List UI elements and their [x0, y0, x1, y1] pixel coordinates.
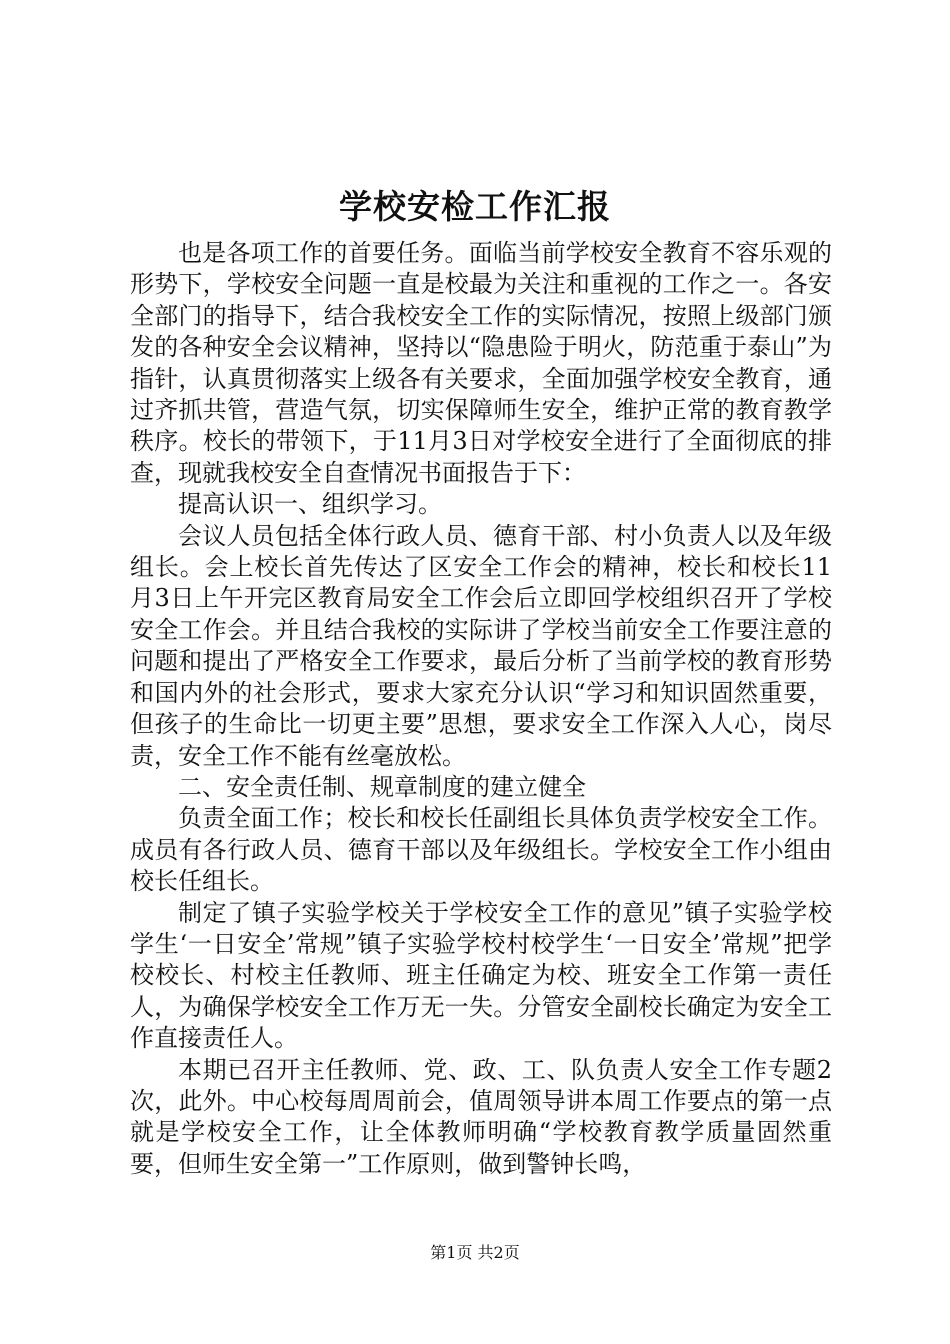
- paragraph-special-meetings: 本期已召开主任教师、党、政、工、队负责人安全工作专题2次，此外。中心校每周周前会，值周领导讲本周工作要点的第一点就是学校安全工作，让全体教师明确“学校教育教学质量固然重要，但师生安全第一”工作原则，做到警钟长鸣，: [130, 1055, 832, 1178]
- paragraph-regulations: 制定了镇子实验学校关于学校安全工作的意见”镇子实验学校学生‘一日安全’常规”镇子实验学校村校学生‘一日安全’常规”把学校校长、村校主任教师、班主任确定为校、班安全工作第一责任人，为确保学校安全工作万无一失。分管安全副校长确定为安全工作直接责任人。: [130, 898, 832, 1053]
- page-indicator: 第1页 共2页: [430, 1243, 520, 1262]
- paragraph-intro: 也是各项工作的首要任务。面临当前学校安全教育不容乐观的形势下，学校安全问题一直是校最为关注和重视的工作之一。各安全部门的指导下，结合我校安全工作的实际情况，按照上级部门颁发的各种安全会议精神，坚持以“隐患险于明火，防范重于泰山”为指针，认真贯彻落实上级各有关要求，全面加强学校安全教育，通过齐抓共管，营造气氛，切实保障师生安全，维护正常的教育教学秩序。校长的带领下，于11月3日对学校安全进行了全面彻底的排查，现就我校安全自查情况书面报告于下：: [130, 239, 832, 487]
- paragraph-section-2-heading: 二、安全责任制、规章制度的建立健全: [178, 772, 586, 801]
- paragraph-responsibility: 负责全面工作；校长和校长任副组长具体负责学校安全工作。成员有各行政人员、德育干部以及年级组长。学校安全工作小组由校长任组长。: [130, 804, 832, 896]
- paragraph-section-1-heading: 提高认识一、组织学习。: [178, 490, 442, 519]
- document-title: 学校安检工作汇报: [339, 187, 611, 226]
- document-body: [130, 238, 832, 1180]
- paragraph-meeting: 会议人员包括全体行政人员、德育干部、村小负责人以及年级组长。会上校长首先传达了区安全工作会的精神，校长和校长11月3日上午开完区教育局安全工作会后立即回学校组织召开了学校安全工作会。并且结合我校的实际讲了学校当前安全工作要注意的问题和提出了严格安全工作要求，最后分析了当前学校的教育形势和国内外的社会形式，要求大家充分认识“学习和知识固然重要，但孩子的生命比一切更主要”思想，要求安全工作深入人心，岗尽责，安全工作不能有丝毫放松。: [130, 521, 832, 770]
